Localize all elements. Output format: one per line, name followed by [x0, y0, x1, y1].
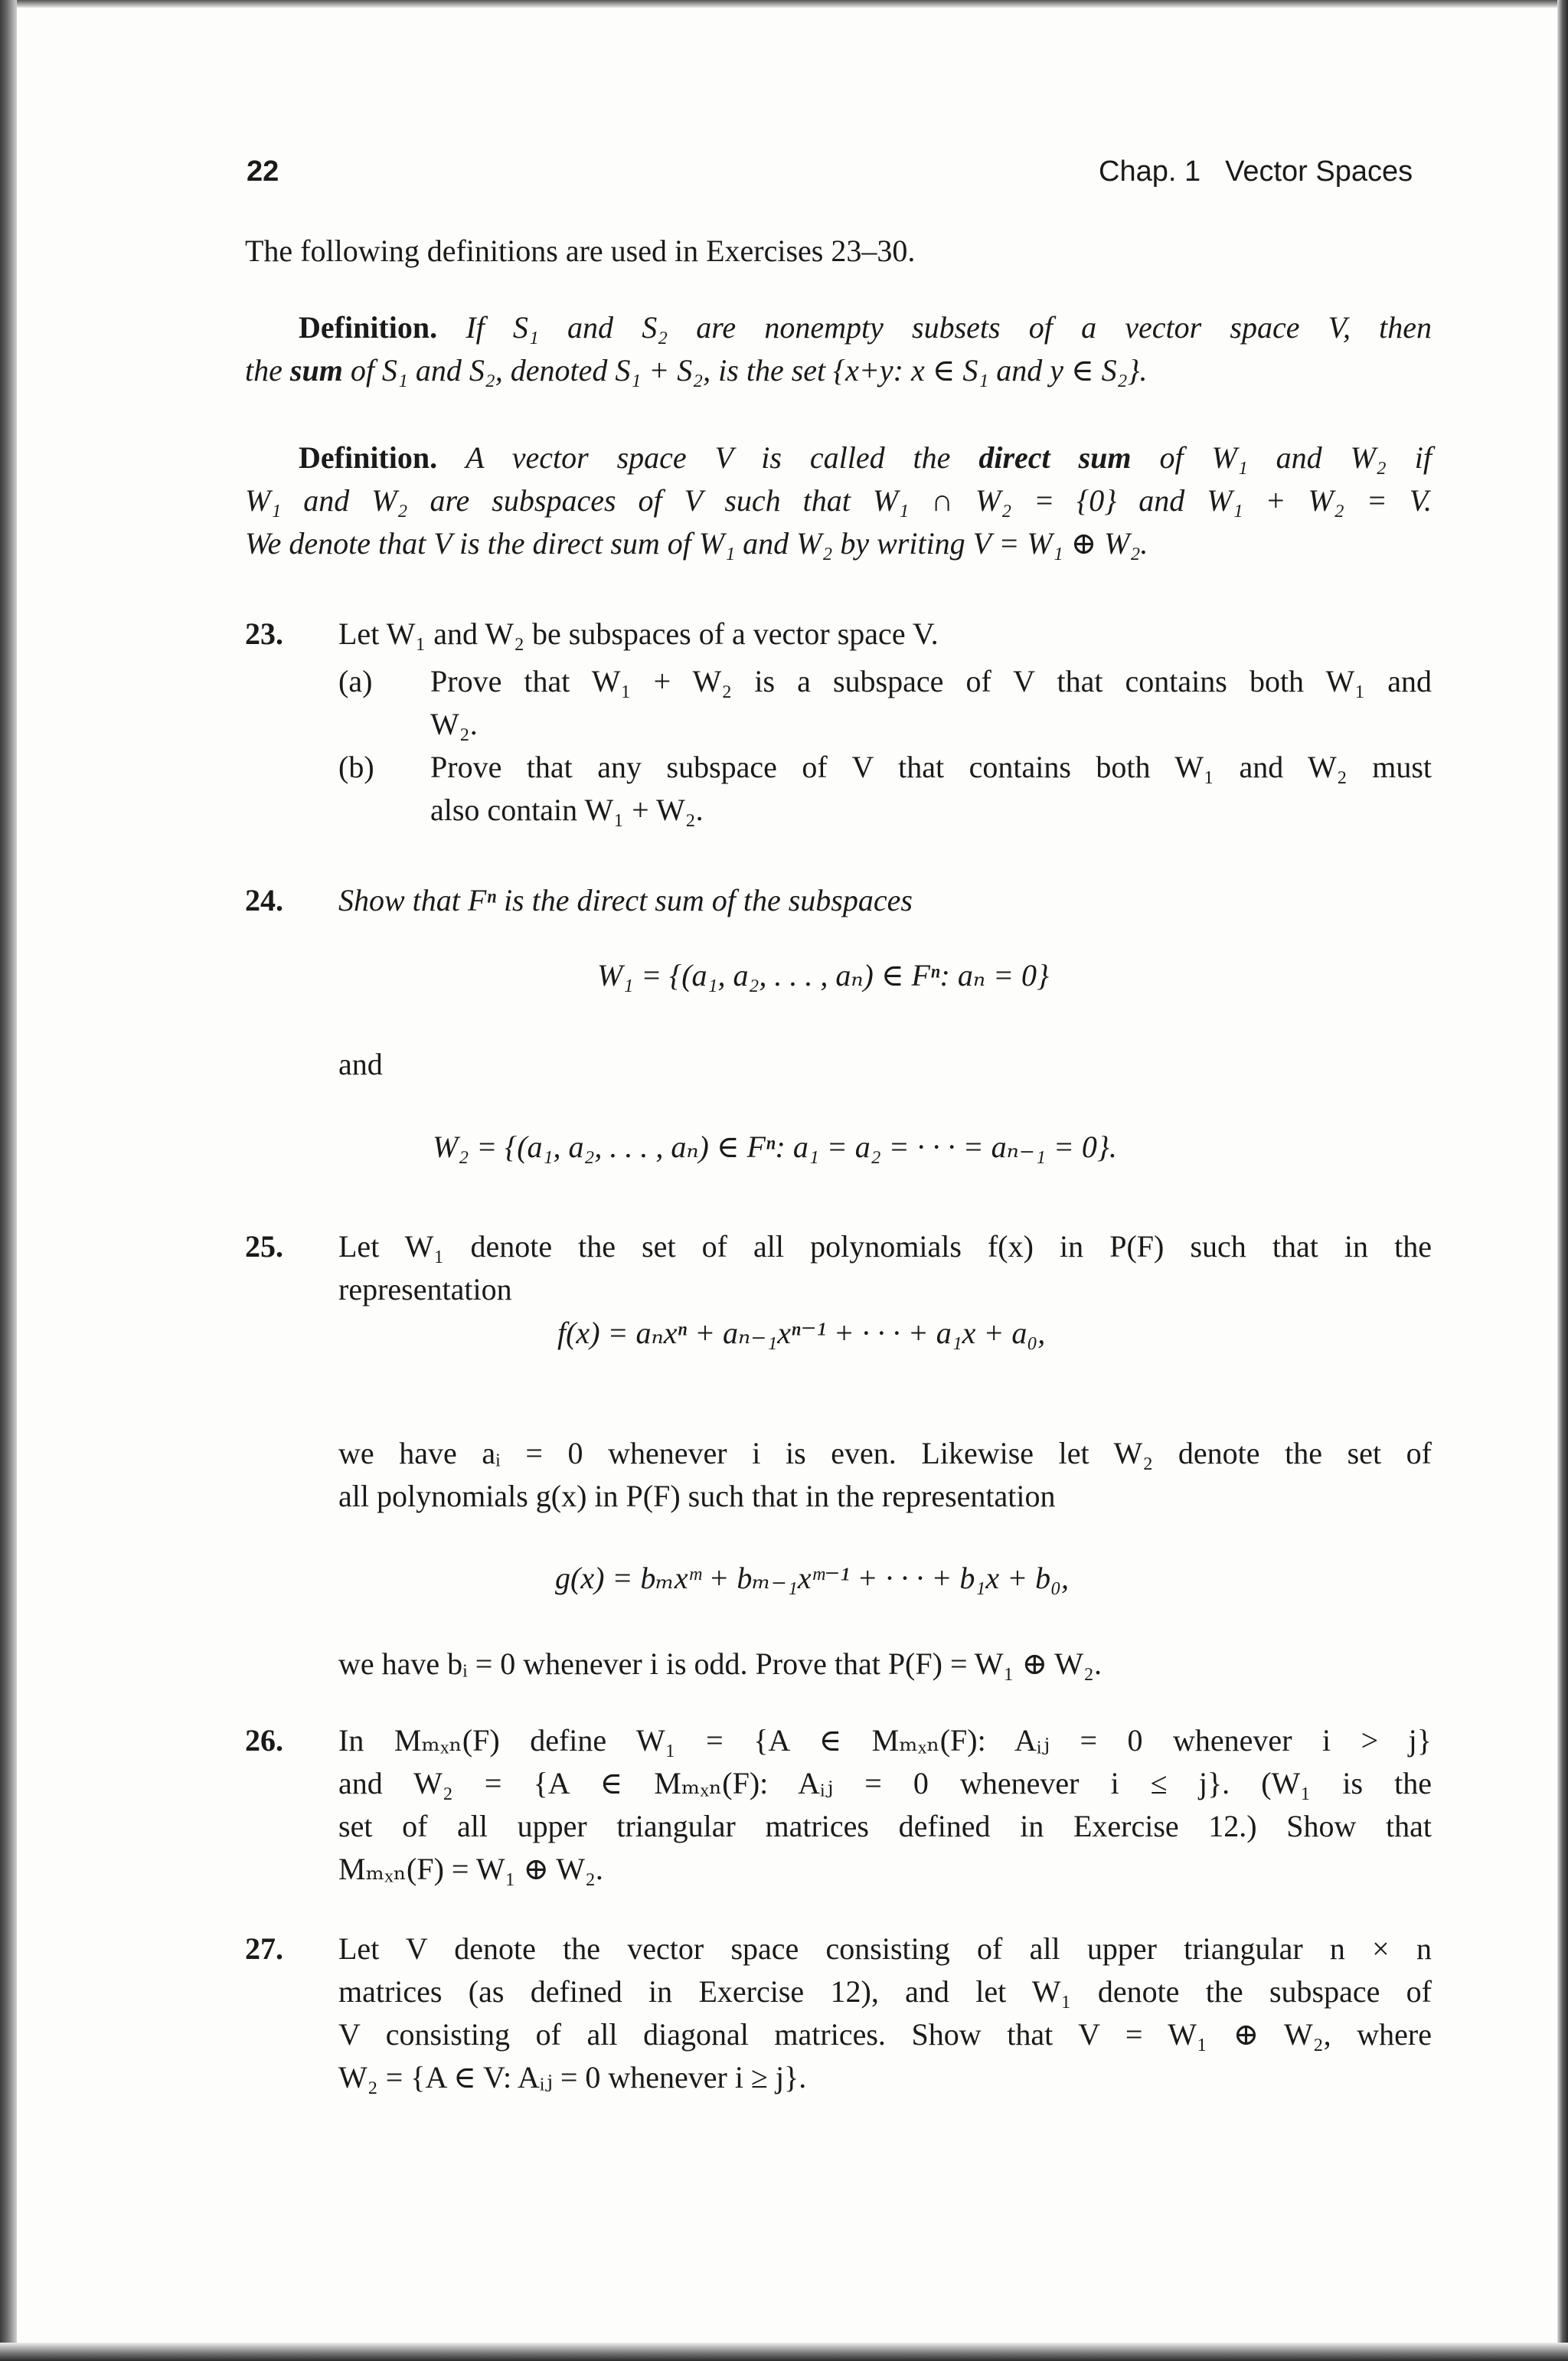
exercise-25-text-cont [338, 1432, 1432, 1518]
exercise-27-text [338, 1928, 1432, 2099]
exercise-25-line-1: Let W₁ denote the set of all polynomials f(x) in P(F) such that in the [338, 1229, 1432, 1264]
definition-sum-text-2a: the [245, 353, 283, 388]
exercise-23 [245, 613, 1432, 832]
exercise-24-equation-1: W₁ = {(a₁, a₂, . . . , aₙ) ∈ Fⁿ: aₙ = 0} [597, 958, 1050, 992]
exercise-25-equation-1: f(x) = aₙxⁿ + aₙ₋₁xⁿ⁻¹ + · · · + a₁x + a₀, [557, 1316, 1046, 1350]
definition-sum-text-1: If S₁ and S₂ are nonempty subsets of a vector space V, then [466, 310, 1432, 345]
exercise-26 [245, 1719, 1432, 1891]
exercise-23-b-line-2: also contain W₁ + W₂. [430, 793, 704, 827]
exercise-number: 27. [245, 1931, 283, 1966]
exercise-23-a-line-1: Prove that W₁ + W₂ is a subspace of V that contains both W₁ and [430, 664, 1432, 698]
definition-direct-sum-term: direct sum [978, 440, 1132, 475]
exercise-number: 25. [245, 1229, 283, 1264]
exercise-24-equation-2: W₂ = {(a₁, a₂, . . . , aₙ) ∈ Fⁿ: a₁ = a₂ = · · · = aₙ₋₁ = 0}. [433, 1130, 1117, 1164]
definition-direct-sum-text-1b: of W₁ and W₂ if [1159, 440, 1432, 475]
exercise-25-equation-2: g(x) = bₘxᵐ + bₘ₋₁xᵐ⁻¹ + · · · + b₁x + b₀, [555, 1561, 1069, 1595]
scan-edge-right [1557, 0, 1568, 2361]
scan-edge-top [0, 0, 1568, 8]
exercise-27 [245, 1928, 1432, 2099]
running-header [1099, 155, 1413, 188]
exercise-25-line-4: all polynomials g(x) in P(F) such that in the representation [338, 1479, 1056, 1513]
exercise-27-line-4: W₂ = {A ∈ V: Aᵢⱼ = 0 whenever i ≥ j}. [338, 2060, 807, 2094]
exercise-23-part-b [338, 746, 1432, 832]
exercise-27-line-1: Let V denote the vector space consisting of all upper triangular n × n [338, 1931, 1432, 1966]
exercise-number: 23. [245, 616, 283, 651]
exercise-26-text [338, 1719, 1432, 1891]
chapter-label: Chap. 1 [1099, 155, 1201, 188]
definition-sum-line-2 [245, 349, 1432, 392]
definition-heading: Definition. [299, 440, 438, 475]
exercise-26-line-3: set of all upper triangular matrices defined in Exercise 12.) Show that [338, 1809, 1432, 1843]
exercise-25-text [338, 1225, 1432, 1311]
scan-edge-bottom [0, 2343, 1568, 2361]
exercise-number: 24. [245, 883, 283, 917]
exercise-25-cont [245, 1432, 1432, 1518]
scan-edge-left [0, 0, 17, 2361]
exercise-25-line-5: we have bᵢ = 0 whenever i is odd. Prove that P(F) = W₁ ⊕ W₂. [338, 1646, 1102, 1681]
definition-direct-sum-line-3: We denote that V is the direct sum of W₁ and W₂ by writing V = W₁ ⊕ W₂. [245, 526, 1148, 561]
chapter-title: Vector Spaces [1225, 155, 1413, 188]
exercise-26-line-4: Mₘₓₙ(F) = W₁ ⊕ W₂. [338, 1852, 603, 1886]
exercise-26-line-1: In Mₘₓₙ(F) define W₁ = {A ∈ Mₘₓₙ(F): Aᵢⱼ = 0 whenever i > j} [338, 1723, 1432, 1758]
exercise-25-line-2: representation [338, 1272, 512, 1306]
definition-heading: Definition. [299, 310, 438, 345]
definition-direct-sum-line-2: W₁ and W₂ are subspaces of V such that W₁ ∩ W₂ = {0} and W₁ + W₂ = V. [245, 483, 1432, 518]
page-number: 22 [247, 155, 279, 188]
definition-sum-line-1 [245, 306, 1432, 349]
intro-text: The following definitions are used in Exercises 23–30. [245, 234, 916, 268]
definition-direct-sum-text-1a: A vector space V is called the [466, 440, 951, 475]
definition-sum-text-2b: of S₁ and S₂, denoted S₁ + S₂, is the set {x+y: x ∈ S₁ and y ∈ S₂}. [350, 353, 1148, 388]
exercise-26-line-2: and W₂ = {A ∈ Mₘₓₙ(F): Aᵢⱼ = 0 whenever i ≤ j}. (W₁ is the [338, 1766, 1432, 1800]
exercise-25-line-3: we have aᵢ = 0 whenever i is even. Likewise let W₂ denote the set of [338, 1436, 1432, 1470]
exercise-23-part-a [338, 660, 1432, 746]
exercise-23-a-line-2: W₂. [430, 707, 478, 741]
part-label: (b) [338, 750, 374, 784]
exercise-number: 26. [245, 1723, 283, 1758]
definition-sum-term: sum [289, 353, 343, 388]
exercise-23-text: Let W₁ and W₂ be subspaces of a vector space V. [338, 616, 939, 651]
exercise-24 [245, 879, 1432, 922]
exercise-24-text: Show that Fⁿ is the direct sum of the subspaces [338, 883, 913, 917]
exercise-27-line-2: matrices (as defined in Exercise 12), and let W₁ denote the subspace of [338, 1974, 1432, 2009]
exercise-23-b-line-1: Prove that any subspace of V that contains both W₁ and W₂ must [430, 750, 1432, 784]
exercise-25 [245, 1225, 1432, 1311]
part-label: (a) [338, 664, 373, 698]
definition-direct-sum [245, 437, 1432, 565]
definition-direct-sum-line-1 [245, 437, 1432, 479]
definition-sum [245, 306, 1432, 392]
exercise-24-and: and [338, 1047, 383, 1081]
exercise-27-line-3: V consisting of all diagonal matrices. Show that V = W₁ ⊕ W₂, where [338, 2017, 1432, 2052]
exercise-25-end [245, 1643, 1432, 1686]
